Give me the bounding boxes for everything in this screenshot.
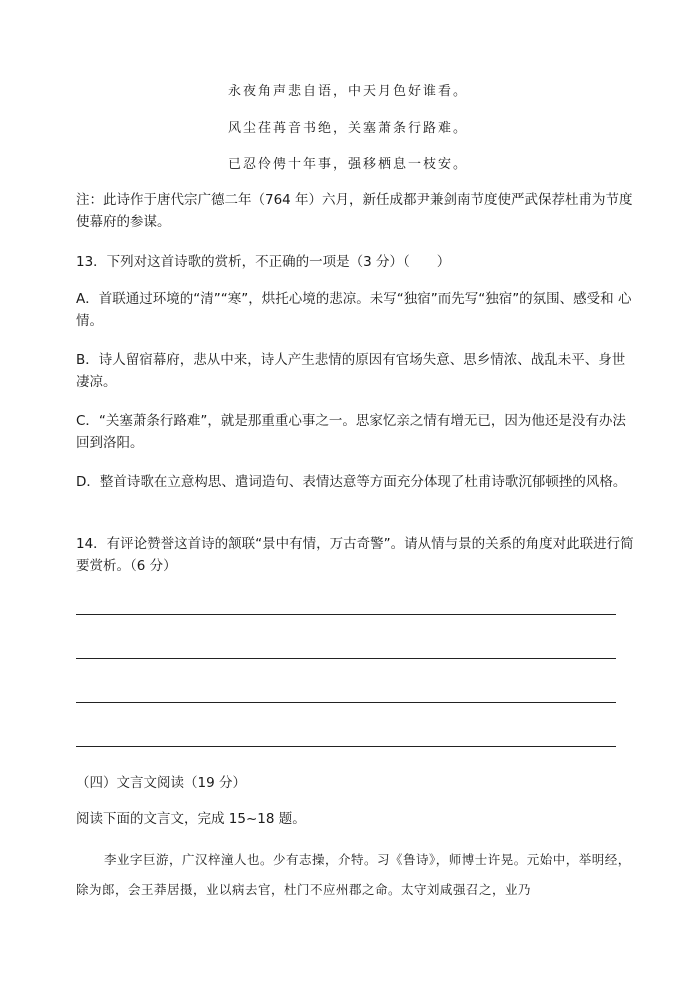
poem-line-1: 永夜角声悲自语，中天月色好谁看。: [227, 84, 468, 99]
question-13-stem: 13．下列对这首诗歌的赏析，不正确的一项是（3 分）（ ）: [76, 254, 451, 270]
question-14-stem: 14．有评论赞誉这首诗的颔联“景中有情，万古奇警”。请从情与景的关系的角度对此联进行简要赏析。（6 分）: [76, 536, 634, 574]
question-13-option-d: D．整首诗歌在立意构思、遣词造句、表情达意等方面充分体现了杜甫诗歌沉郁顿挫的风格。: [76, 474, 627, 490]
question-13-option-c: C．“关塞萧条行路难”，就是那重重心事之一。思家忆亲之情有增无已，因为他还是没有办法回到洛阳。: [76, 413, 626, 451]
classical-passage: 李业字巨游，广汉梓潼人也。少有志操，介特。习《鲁诗》，师博士许晃。元始中，举明经，除为郎，会王莽居摄，业以病去官，杜门不应州郡之命。太守刘咸强召之，业乃: [76, 852, 631, 897]
answer-line: [76, 614, 616, 615]
section-4-title: （四）文言文阅读（19 分）: [76, 775, 246, 791]
question-13-option-a: A．首联通过环境的“清”“寒”，烘托心境的悲凉。未写“独宿”而先写“独宿”的氛围、感受和 心情。: [76, 291, 632, 329]
poem-line-2: 风尘荏苒音书绝，关塞萧条行路难。: [227, 121, 468, 136]
poem-note: 注：此诗作于唐代宗广德二年（764 年）六月，新任成都尹兼剑南节度使严武保荐杜甫为节度使幕府的参谋。: [76, 192, 633, 230]
poem-line-3: 已忍伶俜十年事，强移栖息一枝安。: [227, 157, 468, 172]
answer-line: [76, 658, 616, 659]
answer-line: [76, 746, 616, 747]
question-13-option-b: B．诗人留宿幕府，悲从中来，诗人产生悲情的原因有官场失意、思乡情浓、战乱未平、身世凄凉。: [76, 352, 626, 390]
section-4-instruction: 阅读下面的文言文，完成 15~18 题。: [76, 811, 306, 827]
answer-line: [76, 702, 616, 703]
